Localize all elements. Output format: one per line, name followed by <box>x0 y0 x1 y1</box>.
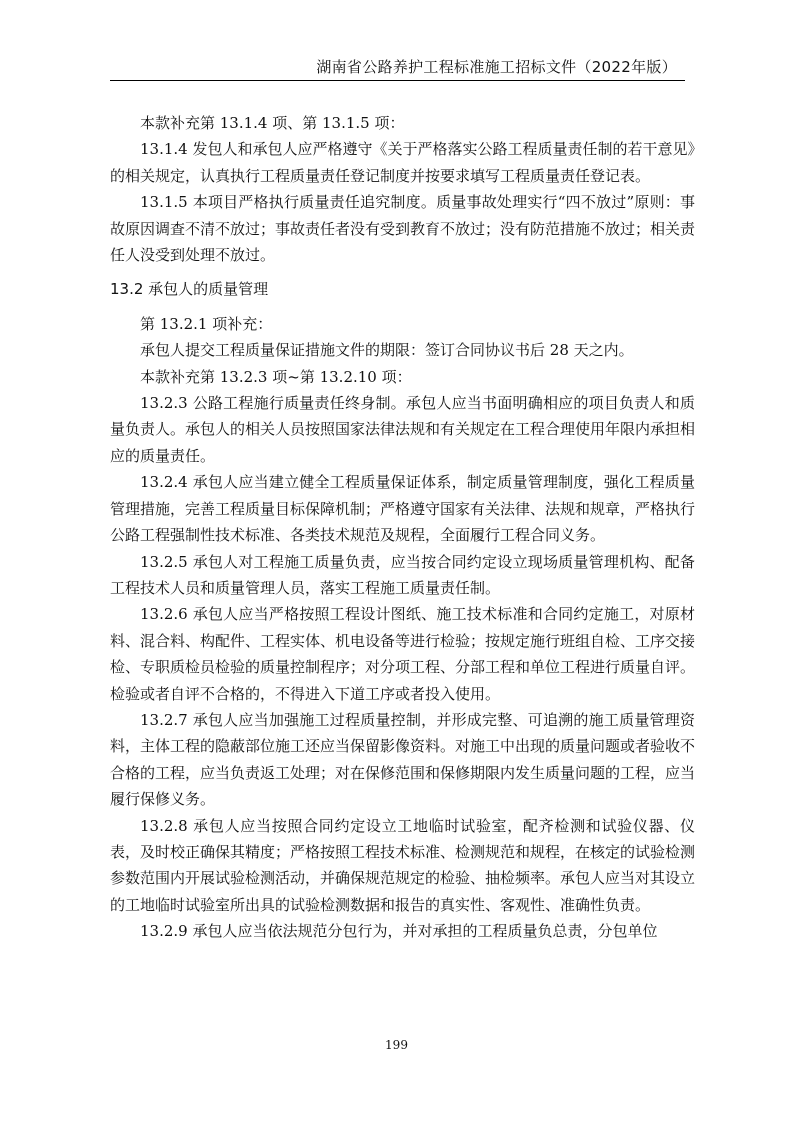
paragraph-submission-deadline: 承包人提交工程质量保证措施文件的期限：签订合同协议书后 28 天之内。 <box>140 341 634 360</box>
paragraph-13-2-8: 13.2.8 承包人应当按照合同约定设立工地临时试验室，配齐检测和试验仪器、仪表，及时校正确保其精度；严格按照工程技术标准、检测规范和规程，在核定的试验检测参数范围内开展试验检测活动，并确保规范规定的检验、抽检频率。承包人应当对其设立的工地临时试验室所出具的试验检测数据和报告的真实性、客观性、准确性负责。 <box>110 816 696 914</box>
paragraph-13-2-1-supplement: 第 13.2.1 项补充： <box>140 314 273 333</box>
paragraph-13-2-5: 13.2.5 承包人对工程施工质量负责，应当按合同约定设立现场质量管理机构、配备工程技术人员和质量管理人员，落实工程施工质量责任制。 <box>110 552 695 597</box>
document-body <box>110 110 695 945</box>
paragraph-13-2-7: 13.2.7 承包人应当加强施工过程质量控制，并形成完整、可追溯的施工质量管理资料，主体工程的隐蔽部位施工还应当保留影像资料。对施工中出现的质量问题或者验收不合格的工程，应当负责返工处理；对在保修范围和保修期限内发生质量问题的工程，应当履行保修义务。 <box>110 710 696 809</box>
paragraph-13-2-3: 13.2.3 公路工程施行质量责任终身制。承包人应当书面明确相应的项目负责人和质量负责人。承包人的相关人员按照国家法律法规和有关规定在工程合理使用年限内承担相应的质量责任。 <box>110 394 696 465</box>
section-title-13-2: 13.2 承包人的质量管理 <box>110 280 269 299</box>
paragraph-intro-13-1: 本款补充第 13.1.4 项、第 13.1.5 项： <box>140 114 405 132</box>
paragraph-13-1-4: 13.1.4 发包人和承包人应严格遵守《关于严格落实公路工程质量责任制的若干意见》的相关规定，认真执行工程质量责任登记制度并按要求填写工程质量责任登记表。 <box>110 140 695 185</box>
header-title: 湖南省公路养护工程标准施工招标文件（2022年版） <box>316 58 677 76</box>
paragraph-13-2-6: 13.2.6 承包人应当严格按照工程设计图纸、施工技术标准和合同约定施工，对原材料、混合料、构配件、工程实体、机电设备等进行检验；按规定施行班组自检、工序交接检、专职质检员检验的质量控制程序；对分项工程、分部工程和单位工程进行质量自评。检验或者自评不合格的，不得进入下道工序或者投入使用。 <box>110 605 696 703</box>
paragraph-intro-13-2: 本款补充第 13.2.3 项~第 13.2.10 项： <box>140 367 412 386</box>
page-number: 199 <box>385 1038 408 1052</box>
paragraph-13-2-4: 13.2.4 承包人应当建立健全工程质量保证体系，制定质量管理制度，强化工程质量管理措施，完善工程质量目标保障机制；严格遵守国家有关法律、法规和规章，严格执行公路工程强制性技术标准、各类技术规范及规程，全面履行工程合同义务。 <box>110 473 696 545</box>
paragraph-13-2-9: 13.2.9 承包人应当依法规范分包行为，并对承担的工程质量负总责，分包单位 <box>140 922 658 941</box>
page-header <box>110 50 685 81</box>
paragraph-13-1-5: 13.1.5 本项目严格执行质量责任追究制度。质量事故处理实行“四不放过”原则：事故原因调查不清不放过；事故责任者没有受到教育不放过；没有防范措施不放过；相关责任人没受到处理不放过。 <box>110 193 696 265</box>
